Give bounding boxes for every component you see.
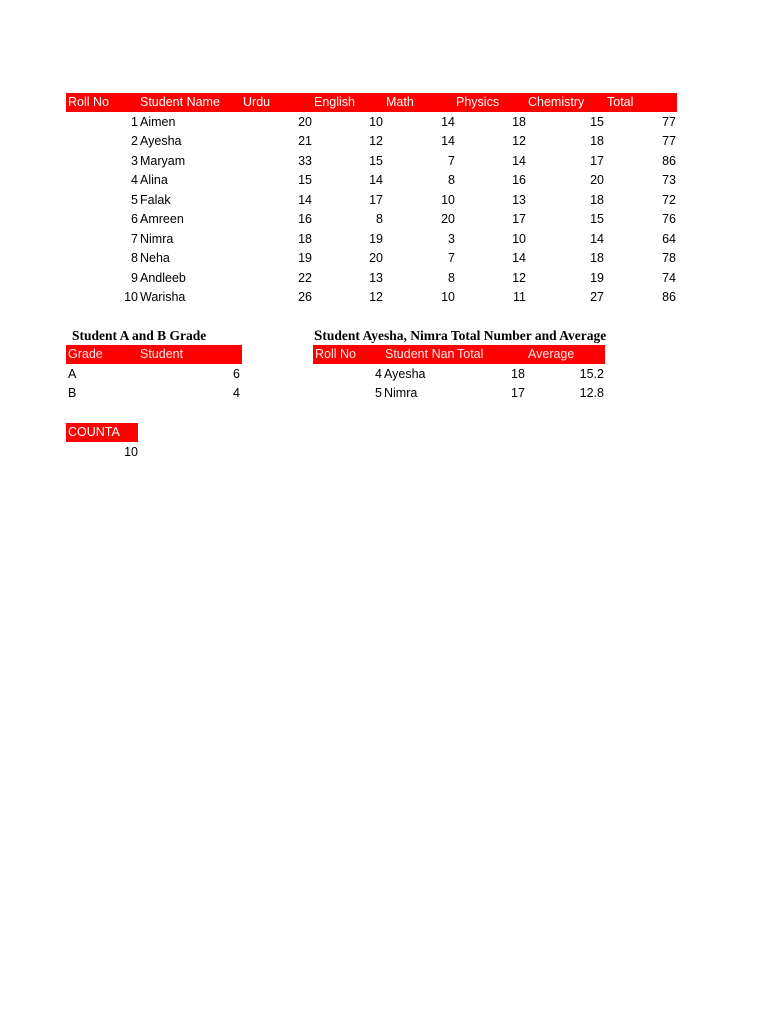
cell-math[interactable]: 14: [441, 134, 455, 149]
average-table-title-initial: S: [314, 328, 323, 344]
cell-roll-no[interactable]: 2: [131, 134, 138, 149]
header-english[interactable]: English: [314, 95, 355, 109]
grade-row-a-count[interactable]: 6: [233, 367, 240, 381]
header-chemistry[interactable]: Chemistry: [528, 95, 585, 109]
average-table-title: [314, 326, 606, 346]
avg-row-1-total[interactable]: 18: [511, 367, 525, 381]
cell-roll-no[interactable]: 6: [131, 212, 138, 227]
cell-chemistry[interactable]: 20: [590, 173, 604, 188]
cell-english[interactable]: 13: [369, 270, 383, 285]
cell-physics[interactable]: 10: [512, 231, 526, 246]
cell-chemistry[interactable]: 15: [590, 115, 604, 129]
cell-chemistry[interactable]: 19: [590, 270, 604, 285]
header-urdu[interactable]: Urdu: [243, 95, 271, 109]
cell-math[interactable]: 3: [448, 231, 455, 246]
cell-chemistry[interactable]: 27: [590, 290, 604, 305]
cell-urdu[interactable]: 15: [298, 173, 312, 188]
header-roll-no[interactable]: Roll No: [68, 95, 109, 109]
cell-math[interactable]: 7: [448, 153, 455, 168]
header-math[interactable]: Math: [386, 95, 414, 109]
cell-physics[interactable]: 11: [513, 290, 526, 305]
cell-chemistry[interactable]: 18: [590, 192, 604, 207]
cell-math[interactable]: 8: [448, 270, 455, 285]
cell-student-name[interactable]: Falak: [140, 192, 171, 207]
cell-physics[interactable]: 14: [512, 153, 526, 168]
cell-english[interactable]: 12: [369, 290, 383, 305]
grade-row-a-grade[interactable]: A: [68, 367, 77, 381]
cell-total[interactable]: 77: [662, 115, 676, 129]
cell-total[interactable]: 76: [662, 212, 676, 227]
cell-roll-no[interactable]: 3: [131, 153, 138, 168]
cell-total[interactable]: 77: [662, 134, 676, 149]
cell-total[interactable]: 64: [662, 231, 676, 246]
cell-physics[interactable]: 13: [512, 192, 526, 207]
cell-urdu[interactable]: 16: [298, 212, 312, 227]
cell-chemistry[interactable]: 17: [590, 153, 604, 168]
cell-roll-no[interactable]: 1: [131, 115, 138, 129]
grade-header-student[interactable]: Student: [140, 347, 184, 361]
cell-urdu[interactable]: 21: [298, 134, 312, 149]
cell-physics[interactable]: 17: [512, 212, 526, 227]
cell-chemistry[interactable]: 14: [590, 231, 604, 246]
cell-physics[interactable]: 14: [512, 251, 526, 266]
header-student-name[interactable]: Student Name: [140, 95, 220, 109]
avg-header-student-name[interactable]: Student Nan: [385, 347, 455, 361]
cell-english[interactable]: 17: [369, 192, 383, 207]
cell-chemistry[interactable]: 18: [590, 251, 604, 266]
cell-english[interactable]: 15: [369, 153, 383, 168]
cell-student-name[interactable]: Amreen: [140, 212, 184, 227]
cell-math[interactable]: 8: [448, 173, 455, 188]
cell-student-name[interactable]: Maryam: [140, 153, 186, 168]
avg-row-2-name[interactable]: Nimra: [384, 386, 418, 400]
cell-math[interactable]: 20: [441, 212, 455, 227]
cell-roll-no[interactable]: 9: [131, 270, 138, 285]
cell-urdu[interactable]: 20: [298, 115, 312, 129]
cell-english[interactable]: 20: [369, 251, 383, 266]
cell-roll-no[interactable]: 5: [131, 192, 138, 207]
cell-english[interactable]: 19: [369, 231, 383, 246]
cell-english[interactable]: 8: [376, 212, 383, 227]
grade-header-grade[interactable]: Grade: [68, 347, 103, 361]
cell-physics[interactable]: 12: [512, 134, 526, 149]
avg-row-2-average[interactable]: 12.8: [579, 386, 604, 400]
cell-math[interactable]: 10: [441, 192, 455, 207]
avg-row-1-roll[interactable]: 4: [375, 367, 382, 381]
avg-row-1-name[interactable]: Ayesha: [384, 367, 426, 381]
cell-roll-no[interactable]: 8: [131, 251, 138, 266]
grade-table-title: Student A and B Grade: [72, 328, 207, 343]
cell-english[interactable]: 14: [369, 173, 383, 188]
cell-roll-no[interactable]: 4: [131, 173, 138, 188]
cell-math[interactable]: 7: [448, 251, 455, 266]
cell-math[interactable]: 14: [441, 115, 455, 129]
cell-roll-no[interactable]: 10: [124, 290, 138, 305]
avg-header-roll-no[interactable]: Roll No: [315, 347, 356, 361]
average-table-title-rest: tudent Ayesha, Nimra Total Number and Average: [322, 328, 607, 343]
cell-urdu[interactable]: 14: [298, 192, 312, 207]
cell-student-name[interactable]: Aimen: [140, 115, 176, 129]
cell-student-name[interactable]: Warisha: [140, 290, 186, 305]
cell-total[interactable]: 73: [662, 173, 676, 188]
cell-total[interactable]: 86: [662, 290, 676, 305]
cell-physics[interactable]: 16: [512, 173, 526, 188]
cell-math[interactable]: 10: [441, 290, 455, 305]
avg-row-2-total[interactable]: 17: [511, 386, 525, 400]
cell-chemistry[interactable]: 18: [590, 134, 604, 149]
cell-total[interactable]: 86: [662, 153, 676, 168]
cell-student-name[interactable]: Andleeb: [140, 270, 186, 285]
counta-value[interactable]: 10: [124, 445, 138, 459]
cell-student-name[interactable]: Alina: [140, 173, 168, 188]
avg-row-1-average[interactable]: 15.2: [579, 367, 604, 381]
header-total[interactable]: Total: [607, 95, 634, 109]
avg-header-average[interactable]: Average: [528, 347, 575, 361]
cell-total[interactable]: 74: [662, 270, 676, 285]
counta-label[interactable]: COUNTA: [68, 425, 120, 439]
grade-row-b-grade[interactable]: B: [68, 386, 77, 400]
cell-urdu[interactable]: 22: [298, 270, 312, 285]
avg-row-2-roll[interactable]: 5: [375, 386, 382, 400]
cell-physics[interactable]: 12: [512, 270, 526, 285]
cell-urdu[interactable]: 19: [298, 251, 312, 266]
cell-student-name[interactable]: Ayesha: [140, 134, 182, 149]
grade-row-b-count[interactable]: 4: [233, 386, 240, 400]
avg-header-total[interactable]: Total: [457, 347, 484, 361]
cell-total[interactable]: 72: [662, 192, 676, 207]
cell-english[interactable]: 10: [369, 115, 383, 129]
cell-student-name[interactable]: Neha: [140, 251, 170, 266]
cell-urdu[interactable]: 18: [298, 231, 312, 246]
cell-urdu[interactable]: 33: [298, 153, 312, 168]
cell-roll-no[interactable]: 7: [131, 231, 138, 246]
cell-physics[interactable]: 18: [512, 115, 526, 129]
cell-student-name[interactable]: Nimra: [140, 231, 174, 246]
cell-english[interactable]: 12: [369, 134, 383, 149]
cell-urdu[interactable]: 26: [298, 290, 312, 305]
cell-total[interactable]: 78: [662, 251, 676, 266]
header-physics[interactable]: Physics: [456, 95, 500, 109]
cell-chemistry[interactable]: 15: [590, 212, 604, 227]
